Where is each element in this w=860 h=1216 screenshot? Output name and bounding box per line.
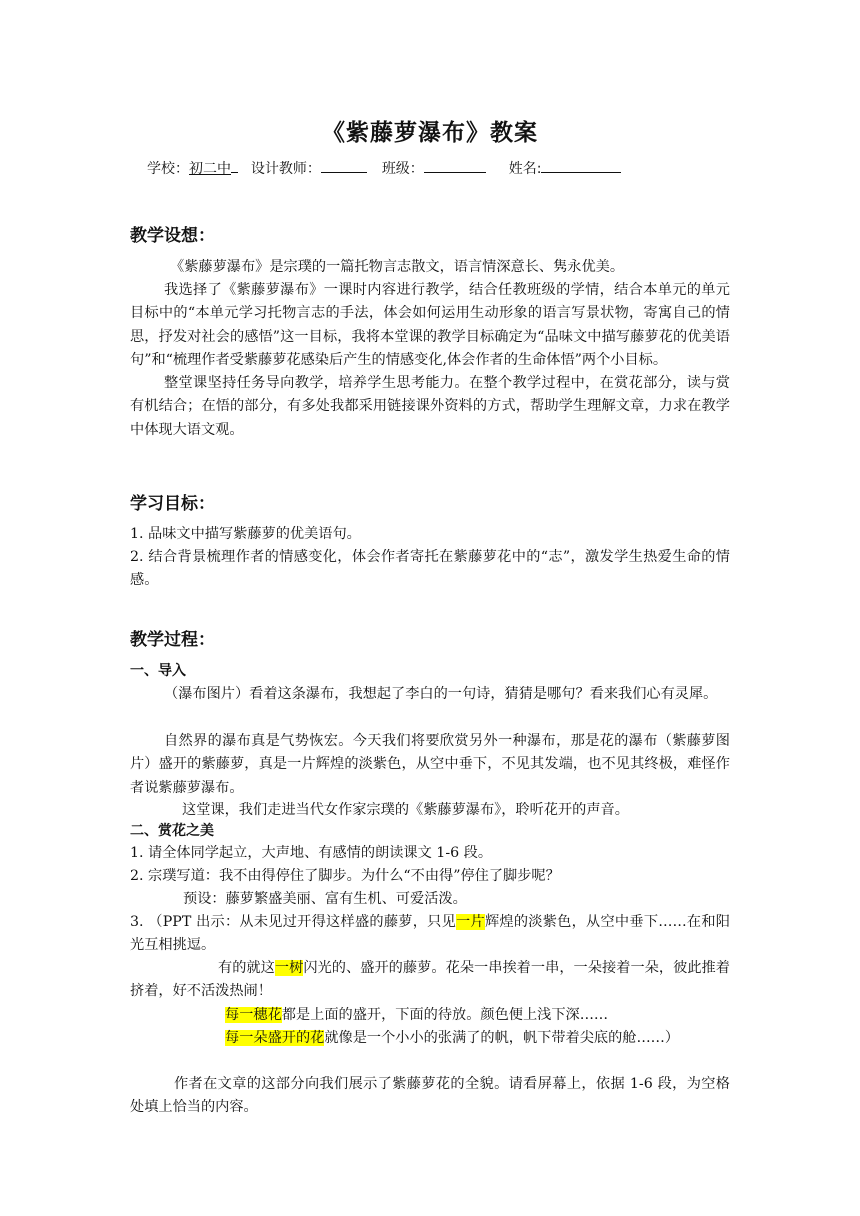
appreciate-item-3-quote-4 bbox=[130, 1027, 730, 1050]
subheading-appreciate: 二、赏花之美 bbox=[130, 823, 214, 839]
goal-item-1: 1. 品味文中描写紫藤萝的优美语句。 bbox=[130, 526, 361, 542]
section-heading-goals: 学习目标： bbox=[130, 494, 215, 514]
idea-paragraph-1: 《紫藤萝瀑布》是宗璞的一篇托物言志散文，语言情深意长、隽永优美。 bbox=[170, 259, 625, 275]
school-value: 初二中 bbox=[189, 161, 231, 177]
appreciate-item-3-quote-3 bbox=[130, 1004, 730, 1027]
idea-paragraph-3: 整堂课坚持任务导向教学，培养学生思考能力。在整个教学过程中，在赏花部分，读与赏有机结合；在悟的部分，有多处我都采用链接课外资料的方式，帮助学生理解文章，力求在教学中体现大语文观。 bbox=[130, 375, 730, 438]
highlight-meiyisuihua: 每一穗花 bbox=[225, 1007, 282, 1023]
subheading-intro: 一、导入 bbox=[130, 663, 186, 679]
highlight-yishu: 一树 bbox=[274, 960, 304, 976]
appreciate-item-3-quote-1 bbox=[130, 911, 730, 958]
section-heading-process: 教学过程： bbox=[130, 630, 215, 650]
quote-text-f: 就像是一个小小的张满了的帆，帆下带着尖底的舱……） bbox=[324, 1030, 680, 1046]
appreciate-item-3-instruction: 作者在文章的这部分向我们展示了紫藤萝花的全貌。请看屏幕上，依据 1-6 段，为空格处填上恰当的内容。 bbox=[130, 1076, 730, 1116]
appreciate-item-1: 1. 请全体同学起立，大声地、有感情的朗读课文 1-6 段。 bbox=[130, 845, 493, 861]
appreciate-item-2-preset: 预设：藤萝繁盛美丽、富有生机、可爱活泼。 bbox=[183, 891, 467, 907]
name-label: 姓名: bbox=[508, 161, 542, 177]
intro-paragraph-2: 自然界的瀑布真是气势恢宏。今天我们将要欣赏另外一种瀑布，那是花的瀑布（紫藤萝图片）盛开的紫藤萝，真是一片辉煌的淡紫色，从空中垂下，不见其发端，也不见其终极，难怪作者说紫藤萝瀑布。 bbox=[130, 733, 730, 796]
document-title: 《紫藤萝瀑布》教案 bbox=[322, 120, 538, 146]
quote-text-b: 辉煌的淡紫色，从空中垂下……在和阳光互相挑逗。 bbox=[130, 914, 730, 954]
quote-text-a: 3. （PPT 出示：从未见过开得这样盛的藤萝，只见 bbox=[130, 914, 457, 930]
teacher-label: 设计教师： bbox=[250, 161, 321, 177]
section-heading-idea: 教学设想： bbox=[130, 226, 215, 246]
intro-paragraph-3: 这堂课，我们走进当代女作家宗璞的《紫藤萝瀑布》，聆听花开的声音。 bbox=[182, 802, 629, 818]
quote-text-c: 有的就这 bbox=[218, 960, 275, 976]
quote-text-e: 都是上面的盛开，下面的待放。颜色便上浅下深…… bbox=[281, 1007, 609, 1023]
school-label: 学校： bbox=[147, 161, 189, 177]
quote-text-d: 闪光的、盛开的藤萝。花朵一串挨着一串，一朵接着一朵，彼此推着挤着，好不活泼热闹！ bbox=[130, 960, 730, 1000]
teacher-blank bbox=[321, 160, 367, 173]
class-label: 班级： bbox=[381, 161, 424, 177]
appreciate-item-3-quote-2 bbox=[130, 957, 730, 1004]
class-blank bbox=[424, 160, 486, 173]
intro-paragraph-1: （瀑布图片）看着这条瀑布，我想起了李白的一句诗，猜猜是哪句？看来我们心有灵犀。 bbox=[164, 686, 718, 702]
idea-paragraph-2: 我选择了《紫藤萝瀑布》一课时内容进行教学，结合任教班级的学情，结合本单元的单元目标中的“本单元学习托物言志的手法，体会如何运用生动形象的语言写景状物，寄寓自己的情思，抒发对社会的感悟”这一目标，我将本堂课的教学目标确定为“品味文中描写藤萝花的优美语句”和“梳理作者受紫藤萝花感染后产生的情感变化,体会作者的生命体悟”两个小目标。 bbox=[130, 282, 730, 368]
highlight-yipian: 一片 bbox=[456, 914, 485, 930]
name-blank bbox=[541, 160, 621, 173]
document-meta-line bbox=[147, 158, 621, 178]
appreciate-item-2: 2. 宗璞写道：我不由得停住了脚步。为什么“不由得”停住了脚步呢？ bbox=[130, 868, 560, 884]
highlight-meiyiduo: 每一朵盛开的花 bbox=[225, 1030, 325, 1046]
goal-item-2: 2. 结合背景梳理作者的情感变化，体会作者寄托在紫藤萝花中的“志”，激发学生热爱生命的情感。 bbox=[130, 549, 730, 589]
